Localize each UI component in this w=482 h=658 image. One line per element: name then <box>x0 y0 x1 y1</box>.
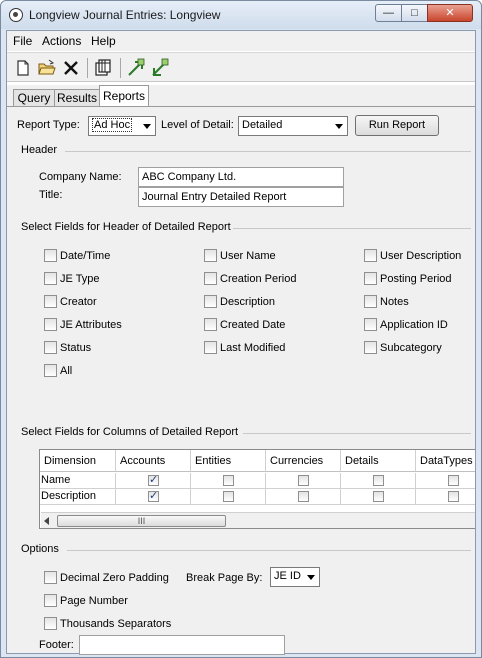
column-header-entities[interactable]: Entities <box>191 450 266 472</box>
status-label: Status <box>60 342 92 354</box>
tab-results[interactable]: Results <box>54 89 100 107</box>
column-fields-section-title: Select Fields for Columns of Detailed Report <box>21 426 239 438</box>
chevron-down-icon <box>143 124 151 129</box>
subcategory-checkbox[interactable] <box>364 341 377 354</box>
section-divider <box>67 550 471 551</box>
description-datatypes-checkbox[interactable] <box>448 491 459 502</box>
all-checkbox[interactable] <box>44 364 57 377</box>
app-icon <box>9 8 23 22</box>
user-name-label: User Name <box>220 250 276 262</box>
copy-columns-icon[interactable] <box>93 58 113 78</box>
report-type-label: Report Type: <box>17 119 80 131</box>
section-divider <box>65 151 471 152</box>
column-header-currencies[interactable]: Currencies <box>266 450 341 472</box>
window-title: Longview Journal Entries: Longview <box>29 8 221 22</box>
footer-input[interactable] <box>79 635 285 655</box>
last-modified-label: Last Modified <box>220 342 286 354</box>
name-datatypes-checkbox[interactable] <box>448 475 459 486</box>
je-attributes-checkbox[interactable] <box>44 318 57 331</box>
open-folder-icon[interactable] <box>37 58 57 78</box>
toolbar-separator <box>120 58 121 78</box>
menu-actions[interactable]: Actions <box>42 34 82 48</box>
options-section-title: Options <box>21 543 59 555</box>
decimal-zero-padding-label: Decimal Zero Padding <box>60 572 169 584</box>
all-label: All <box>60 365 73 377</box>
description-accounts-checkbox[interactable] <box>148 491 159 502</box>
decimal-zero-padding-checkbox[interactable] <box>44 571 57 584</box>
creation-period-label: Creation Period <box>220 273 297 285</box>
tab-reports[interactable]: Reports <box>99 85 149 107</box>
report-title-label: Title: <box>39 189 63 201</box>
new-document-icon[interactable] <box>13 58 33 78</box>
footer-label: Footer: <box>39 639 74 651</box>
column-fields-grid <box>39 449 475 529</box>
last-modified-checkbox[interactable] <box>204 341 217 354</box>
close-button[interactable]: ✕ <box>427 4 473 22</box>
menu-file[interactable]: File <box>13 34 33 48</box>
je-attributes-label: JE Attributes <box>60 319 122 331</box>
grid-cell <box>416 473 475 489</box>
description-details-checkbox[interactable] <box>373 491 384 502</box>
grid-cell <box>266 489 341 505</box>
created-date-checkbox[interactable] <box>204 318 217 331</box>
column-header-datatypes[interactable]: DataTypes <box>416 450 475 472</box>
description-checkbox[interactable] <box>204 295 217 308</box>
menu-help[interactable]: Help <box>91 34 116 48</box>
thousands-separators-checkbox[interactable] <box>44 617 57 630</box>
break-page-label: Break Page By: <box>186 572 263 584</box>
grid-cell <box>116 473 191 489</box>
toolbar-separator <box>87 58 88 78</box>
page-number-label: Page Number <box>60 595 128 607</box>
subcategory-label: Subcategory <box>380 342 442 354</box>
break-page-select[interactable] <box>270 567 320 587</box>
chevron-down-icon <box>307 575 315 580</box>
column-header-dimension: Dimension <box>40 450 116 472</box>
notes-label: Notes <box>380 296 409 308</box>
user-name-checkbox[interactable] <box>204 249 217 262</box>
je-type-checkbox[interactable] <box>44 272 57 285</box>
tab-query[interactable]: Query <box>13 89 55 107</box>
chevron-down-icon <box>335 124 343 129</box>
title-bar[interactable] <box>1 1 481 29</box>
creation-period-checkbox[interactable] <box>204 272 217 285</box>
collapse-icon[interactable] <box>150 58 170 78</box>
window-client-area <box>6 30 476 654</box>
level-of-detail-label: Level of Detail: <box>161 119 234 131</box>
page-number-checkbox[interactable] <box>44 594 57 607</box>
name-entities-checkbox[interactable] <box>223 475 234 486</box>
level-of-detail-select[interactable] <box>238 116 348 136</box>
header-fields-section-title: Select Fields for Header of Detailed Report <box>21 221 231 233</box>
level-of-detail-value: Detailed <box>242 119 283 131</box>
report-type-select[interactable] <box>88 116 156 136</box>
description-currencies-checkbox[interactable] <box>298 491 309 502</box>
tab-strip <box>7 85 475 107</box>
name-details-checkbox[interactable] <box>373 475 384 486</box>
maximize-button[interactable]: □ <box>401 4 428 22</box>
datetime-label: Date/Time <box>60 250 111 262</box>
name-currencies-checkbox[interactable] <box>298 475 309 486</box>
company-name-label: Company Name: <box>39 171 122 183</box>
report-type-value: Ad Hoc <box>94 119 131 131</box>
created-date-label: Created Date <box>220 319 286 331</box>
report-title-input[interactable]: Journal Entry Detailed Report <box>138 187 344 207</box>
menu-bar <box>7 31 475 51</box>
application-id-checkbox[interactable] <box>364 318 377 331</box>
creator-label: Creator <box>60 296 97 308</box>
column-header-accounts[interactable]: Accounts <box>116 450 191 472</box>
table-row: Description <box>40 489 116 505</box>
application-id-label: Application ID <box>380 319 448 331</box>
grid-cell <box>191 473 266 489</box>
scroll-left-icon[interactable] <box>44 517 49 525</box>
thousands-separators-label: Thousands Separators <box>60 618 172 630</box>
grid-cell <box>341 473 416 489</box>
posting-period-label: Posting Period <box>380 273 452 285</box>
run-report-button[interactable]: Run Report <box>355 115 439 136</box>
horizontal-scrollbar[interactable] <box>41 512 475 529</box>
scrollbar-thumb[interactable]: III <box>57 515 226 527</box>
grid-cell <box>416 489 475 505</box>
posting-period-checkbox[interactable] <box>364 272 377 285</box>
datetime-checkbox[interactable] <box>44 249 57 262</box>
expand-icon[interactable] <box>126 58 146 78</box>
grid-cell <box>341 489 416 505</box>
reports-panel <box>7 107 475 653</box>
break-page-value: JE ID <box>274 570 301 582</box>
creator-checkbox[interactable] <box>44 295 57 308</box>
toolbar <box>7 52 475 82</box>
column-header-details[interactable]: Details <box>341 450 416 472</box>
grid-cell <box>191 489 266 505</box>
company-name-input[interactable]: ABC Company Ltd. <box>138 167 344 187</box>
status-checkbox[interactable] <box>44 341 57 354</box>
description-entities-checkbox[interactable] <box>223 491 234 502</box>
header-section-title: Header <box>21 144 58 156</box>
grid-cell <box>266 473 341 489</box>
je-type-label: JE Type <box>60 273 100 285</box>
grid-cell <box>116 489 191 505</box>
name-accounts-checkbox[interactable] <box>148 475 159 486</box>
description-label: Description <box>220 296 276 308</box>
table-row: Name <box>40 473 116 489</box>
notes-checkbox[interactable] <box>364 295 377 308</box>
delete-icon[interactable] <box>61 58 81 78</box>
user-description-checkbox[interactable] <box>364 249 377 262</box>
section-divider <box>233 228 471 229</box>
user-description-label: User Description <box>380 250 462 262</box>
section-divider <box>243 433 471 434</box>
minimize-button[interactable]: — <box>375 4 402 22</box>
